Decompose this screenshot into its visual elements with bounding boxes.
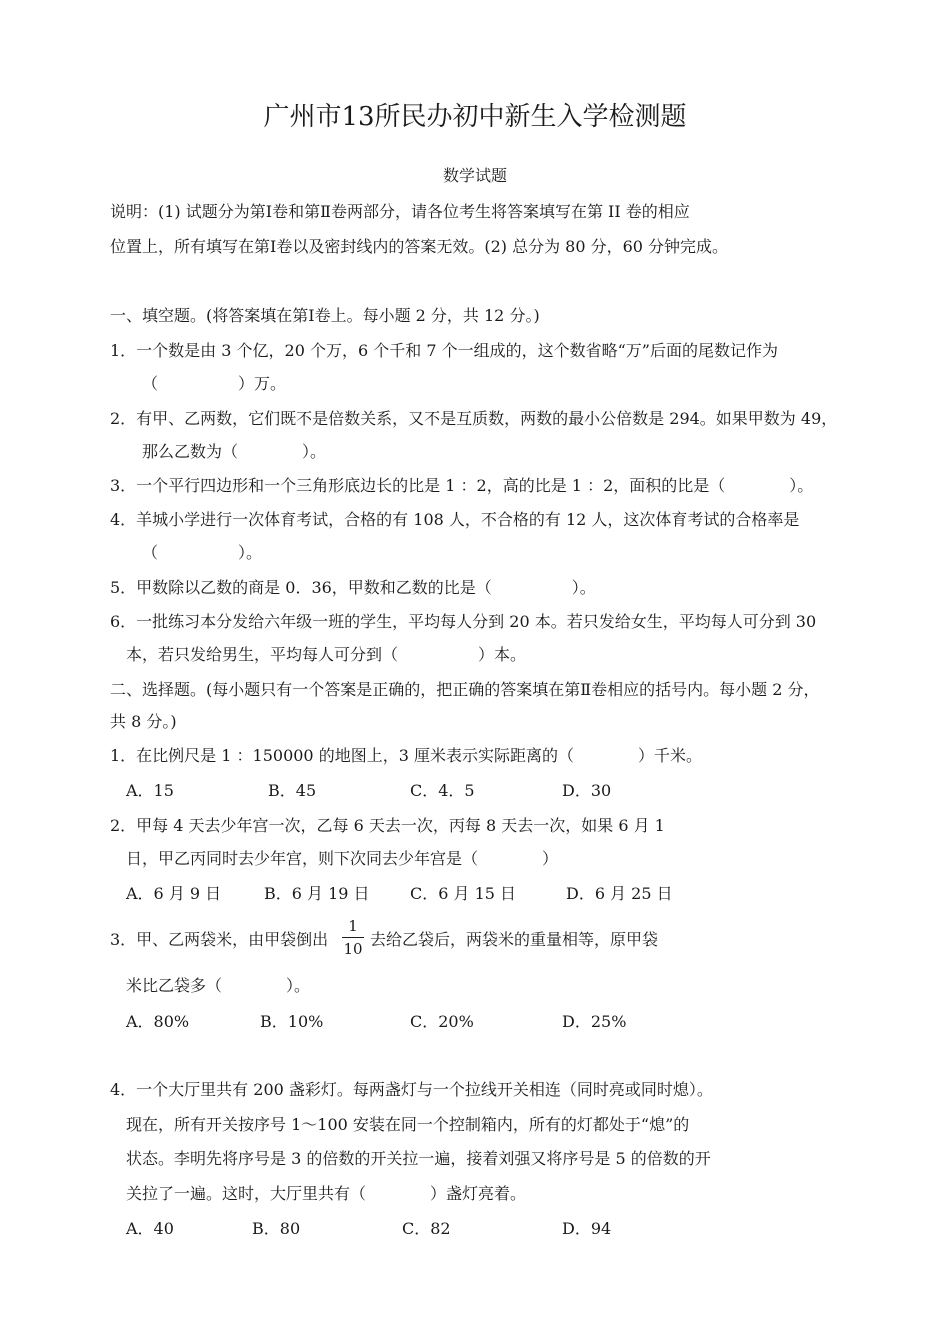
s2-q2-option-b: B．6 月 19 日 — [264, 884, 370, 903]
fraction-denominator: 10 — [343, 940, 363, 958]
s2-q4-line-1: 4．一个大厅里共有 200 盏彩灯。每两盏灯与一个拉线开关相连（同时亮或同时熄）。 — [110, 1080, 713, 1099]
s2-q2-line-2: 日，甲乙丙同时去少年宫，则下次同去少年宫是（ ） — [126, 849, 559, 868]
s2-q1-option-c: C．4．5 — [410, 781, 475, 800]
s2-q3-option-d: D．25% — [562, 1012, 627, 1031]
section1-heading: 一、填空题。(将答案填在第Ⅰ卷上。每小题 2 分，共 12 分。) — [110, 306, 540, 325]
s2-q3-option-c: C．20% — [410, 1012, 474, 1031]
s2-q3-line-2: 米比乙袋多（ ）。 — [126, 976, 311, 995]
s1-q4-line-1: 4．羊城小学进行一次体育考试，合格的有 108 人，不合格的有 12 人，这次体育考试的合格率是 — [110, 510, 800, 529]
s1-q1-line-1: 1．一个数是由 3 个亿，20 个万，6 个千和 7 个一组成的，这个数省略“万”后面的尾数记作为 — [110, 341, 778, 360]
fraction-bar — [342, 937, 364, 938]
document-subtitle: 数学试题 — [442, 166, 507, 185]
s2-q3-text-after: 去给乙袋后，两袋米的重量相等，原甲袋 — [370, 930, 659, 949]
s2-q3-option-a: A．80% — [126, 1012, 190, 1031]
s2-q4-line-2: 现在，所有开关按序号 1～100 安装在同一个控制箱内，所有的灯都处于“熄”的 — [126, 1115, 690, 1134]
s2-q1-option-a: A．15 — [126, 781, 174, 800]
s1-q6-line-2: 本，若只发给男生，平均每人可分到（ ）本。 — [126, 645, 527, 664]
s2-q4-line-3: 状态。李明先将序号是 3 的倍数的开关拉一遍，接着刘强又将序号是 5 的倍数的开 — [126, 1149, 711, 1168]
section2-heading-line-1: 二、选择题。(每小题只有一个答案是正确的，把正确的答案填在第Ⅱ卷相应的括号内。每小题 2 分， — [110, 680, 820, 699]
s1-q2-line-1: 2．有甲、乙两数，它们既不是倍数关系，又不是互质数，两数的最小公倍数是 294。如果甲数为 49， — [110, 409, 838, 428]
s1-q2-line-2: 那么乙数为（ ）。 — [142, 442, 327, 461]
fraction-numerator: 1 — [348, 917, 358, 935]
s2-q3-option-b: B．10% — [260, 1012, 324, 1031]
s2-q4-option-c: C．82 — [402, 1219, 451, 1238]
s2-q3-fraction — [342, 917, 364, 958]
s2-q4-option-a: A．40 — [126, 1219, 174, 1238]
intro-line-2: 位置上，所有填写在第Ⅰ卷以及密封线内的答案无效。(2) 总分为 80 分，60 分钟完成。 — [110, 237, 729, 256]
s1-q5: 5．甲数除以乙数的商是 0．36，甲数和乙数的比是（ ）。 — [110, 578, 596, 597]
s2-q1-text: 1．在比例尺是 1 ：150000 的地图上，3 厘米表示实际距离的（ ）千米。 — [110, 746, 702, 765]
intro-line-1: 说明：(1) 试题分为第Ⅰ卷和第Ⅱ卷两部分，请各位考生将答案填写在第 II 卷的相应 — [110, 202, 690, 221]
s1-q3: 3．一个平行四边形和一个三角形底边长的比是 1 ：2，高的比是 1 ：2，面积的比是（ ）。 — [110, 476, 814, 495]
s1-q4-line-2: （ ）。 — [142, 543, 263, 562]
section2-heading-line-2: 共 8 分。) — [110, 712, 177, 731]
s1-q1-line-2: （ ）万。 — [142, 374, 287, 393]
s2-q2-option-a: A．6 月 9 日 — [126, 884, 222, 903]
s2-q4-option-b: B．80 — [252, 1219, 301, 1238]
s2-q1-option-b: B．45 — [268, 781, 317, 800]
s2-q1-option-d: D．30 — [562, 781, 612, 800]
document-title: 广州市13所民办初中新生入学检测题 — [263, 102, 687, 132]
s2-q4-option-d: D．94 — [562, 1219, 612, 1238]
s2-q2-line-1: 2．甲每 4 天去少年宫一次，乙每 6 天去一次，丙每 8 天去一次，如果 6 月 1 — [110, 816, 665, 835]
s2-q3-text-before: 3．甲、乙两袋米，由甲袋倒出 — [110, 930, 329, 949]
s2-q4-line-4: 关拉了一遍。这时，大厅里共有（ ）盏灯亮着。 — [126, 1184, 527, 1203]
s2-q2-option-d: D．6 月 25 日 — [566, 884, 673, 903]
s1-q6-line-1: 6．一批练习本分发给六年级一班的学生，平均每人分到 20 本。若只发给女生，平均每人可分到 30 — [110, 612, 817, 631]
s2-q2-option-c: C．6 月 15 日 — [410, 884, 517, 903]
